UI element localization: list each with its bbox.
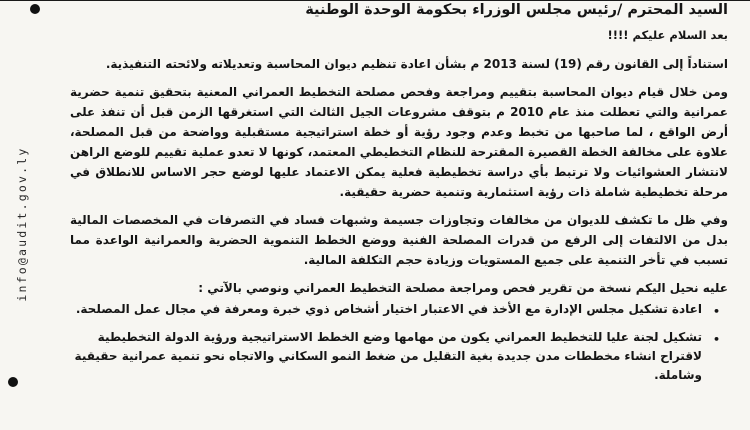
bullet-icon: • bbox=[712, 305, 720, 318]
punch-hole-top bbox=[30, 4, 40, 14]
letter-addressee: السيد المحترم /رئيس مجلس الوزراء بحكومة الوحدة الوطنية bbox=[305, 2, 728, 18]
list-item bbox=[70, 328, 728, 385]
recommendation-text: تشكيل لجنة عليا للتخطيط العمراني يكون من مهامها وضع الخطط الاستراتيجية ورؤية الدولة التخطيطية لاقتراح انشاء مخططات مدن جديدة بغية التقليل من ضغط النمو السكاني والاتجاه نحو تنمية عمرانية حقيقية وشاملة. bbox=[74, 330, 702, 382]
bullet-icon: • bbox=[712, 333, 720, 346]
recommendations-list bbox=[70, 300, 728, 385]
letter-greeting: بعد السلام عليكم !!!! bbox=[607, 28, 728, 42]
punch-hole-bottom bbox=[8, 377, 18, 387]
paragraph-referral: عليه نحيل اليكم نسخة من تقرير فحص ومراجعة مصلحة التخطيط العمراني ونوصي بالآتي : bbox=[198, 281, 728, 295]
letter-body bbox=[70, 2, 728, 394]
paragraph-audit-findings: ومن خلال قيام ديوان المحاسبة بتقييم ومراجعة وفحص مصلحة التخطيط العمراني المعنية بتحقيق تنمية حضرية عمرانية والتي تعطلت منذ عام 2010 م بتوقف مشروعات الجيل الثالث التي استغرقها الزمن قبل أن تنفذ على أرض الواقع ، لما صاحبها من تخبط وعدم وجود رؤية أو خطة استراتيجية مستقبلية وواضحة من قبل المصلحة، علاوة على مخالفة الخطة القصيرة المقترحة للنظام التخطيطي المعتمد، كونها لا تعدو عملية تقييم للوضع الراهن لانتشار العشوائيات ولا ترتبط بأي دراسة تخطيطية فعلية يمكن الاعتماد عليها لوضع حجر الاساس للانطلاق في مرحلة تخطيطية شاملة ذات رؤية استثمارية وتنمية حضرية حقيقية. bbox=[70, 85, 729, 199]
paragraph-violations: وفي ظل ما تكشف للديوان من مخالفات وتجاوزات جسيمة وشبهات فساد في التصرفات في المخصصات المالية بدل من الالتفات إلى الرفع من قدرات المصلحة الفنية ووضع الخطط التنموية الحضرية والعمرانية الواعدة مما تسبب في تأخر التنمية على جميع المستويات وزيادة حجم التكلفة المالية. bbox=[70, 213, 728, 267]
recommendation-text: اعادة تشكيل مجلس الإدارة مع الأخذ في الاعتبار اختيار أشخاص ذوي خبرة ومعرفة في مجال عمل المصلحة. bbox=[75, 302, 702, 316]
list-item bbox=[70, 300, 728, 319]
side-email-address: info@audit.gov.ly bbox=[15, 146, 29, 302]
paragraph-legal-basis: استناداً إلى القانون رقم (19) لسنة 2013 م بشأن اعادة تنظيم ديوان المحاسبة وتعديلاته ولائحته التنفيذية. bbox=[105, 57, 728, 71]
top-border-line bbox=[0, 0, 750, 1]
